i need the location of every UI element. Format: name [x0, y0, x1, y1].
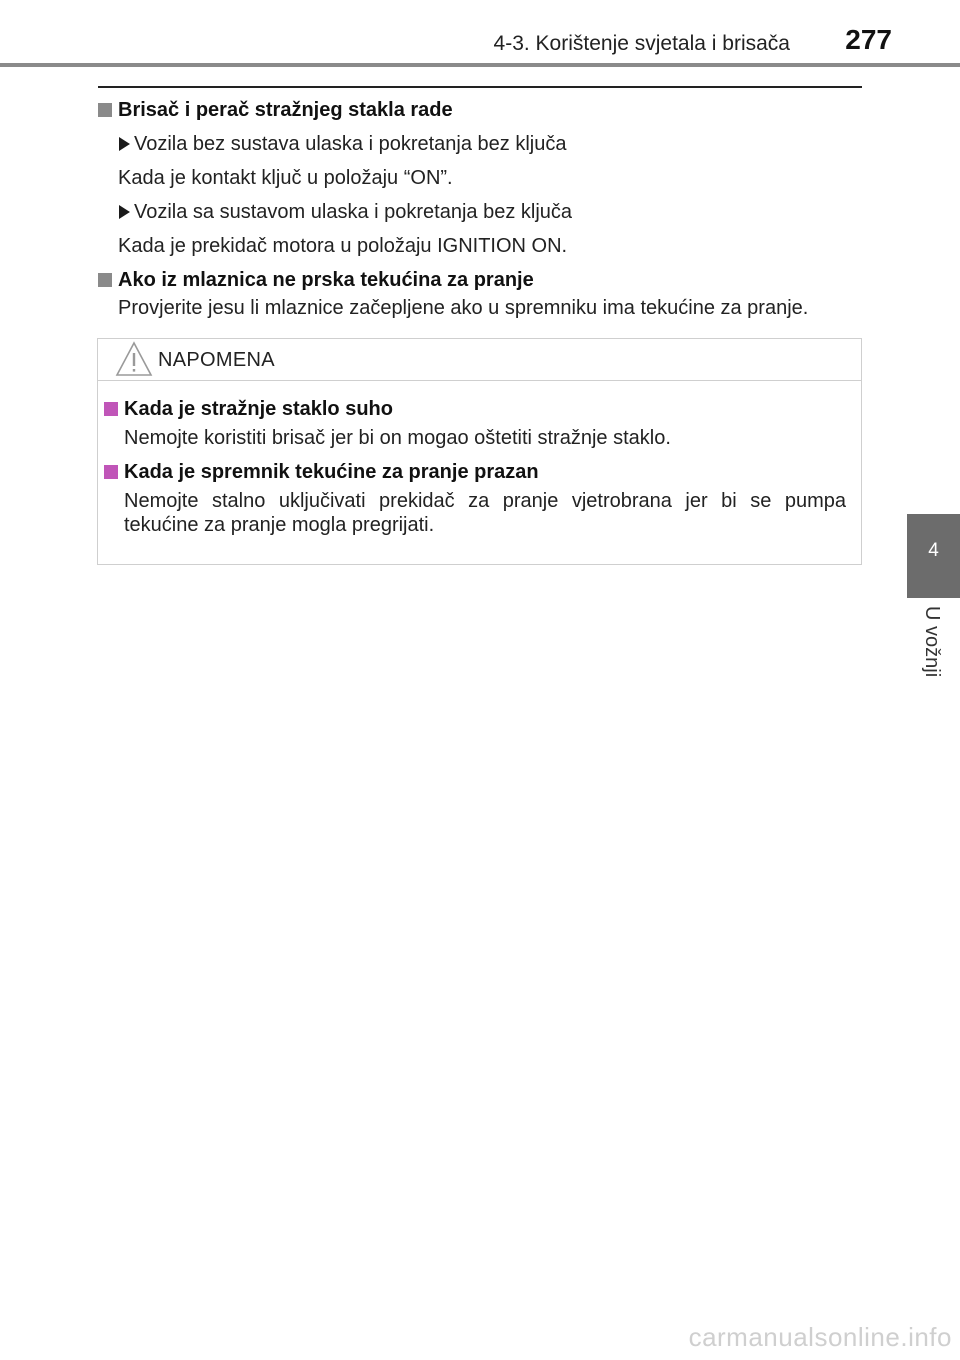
notice-item-heading [104, 397, 846, 421]
triangle-bullet-icon [119, 137, 130, 151]
body-text: Kada je prekidač motora u položaju IGNITION ON. [118, 235, 568, 257]
content-top-rule [98, 86, 862, 88]
section-heading-text: Brisač i perač stražnjeg stakla rade [118, 99, 453, 121]
notice-header [98, 339, 861, 381]
notice-item-heading-text: Kada je spremnik tekućine za pranje prazan [124, 461, 539, 483]
sub-heading-text: Vozila sa sustavom ulaska i pokretanja bez ključa [134, 201, 573, 223]
header-rule [0, 63, 960, 67]
chapter-number: 4 [928, 540, 939, 561]
sub-heading [98, 200, 862, 224]
section-heading [98, 98, 862, 122]
square-bullet-icon [104, 465, 118, 479]
triangle-bullet-icon [119, 205, 130, 219]
watermark: carmanualsonline.info [688, 1322, 952, 1352]
page-number: 277 [845, 24, 892, 55]
main-content [98, 86, 862, 320]
square-bullet-icon [98, 103, 112, 117]
square-bullet-icon [98, 273, 112, 287]
notice-item-text: Nemojte koristiti brisač jer bi on mogao oštetiti stražnje staklo. [124, 427, 671, 449]
chapter-tab [907, 514, 960, 598]
notice-body [104, 397, 846, 537]
square-bullet-icon [104, 402, 118, 416]
body-text: Kada je kontakt ključ u položaju “ON”. [118, 167, 453, 189]
chapter-label [902, 606, 960, 696]
body-text: Provjerite jesu li mlaznice začepljene ako u spremniku ima tekućine za pranje. [118, 297, 809, 319]
page-header [0, 0, 960, 70]
sub-heading-text: Vozila bez sustava ulaska i pokretanja bez ključa [134, 133, 567, 155]
sub-heading [98, 132, 862, 156]
notice-item-heading-text: Kada je stražnje staklo suho [124, 398, 393, 420]
notice-box [97, 338, 862, 565]
notice-item-heading [104, 460, 846, 484]
header-title: 4-3. Korištenje svjetala i brisača [493, 32, 790, 55]
notice-item-text: Nemojte stalno uključivati prekidač za pranje vjetrobrana jer bi se pumpa tekućine za pranje mogla pregrijati. [124, 490, 846, 536]
notice-title: NAPOMENA [158, 349, 275, 371]
section-heading [98, 268, 862, 292]
warning-triangle-icon [115, 341, 153, 377]
section-heading-text: Ako iz mlaznica ne prska tekućina za pranje [118, 269, 534, 291]
chapter-label-text: U vožnji [921, 606, 943, 678]
